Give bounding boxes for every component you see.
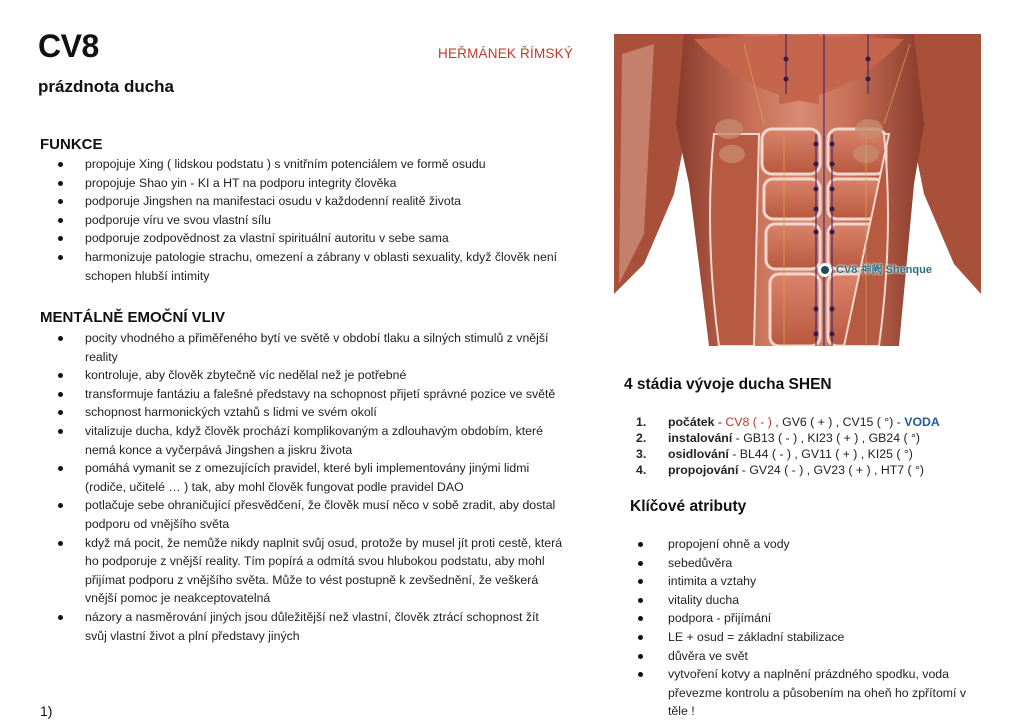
point-title: CV8 — [38, 28, 99, 64]
attributes-list — [668, 535, 998, 721]
list-item: podporuje Jingshen na manifestaci osudu v každodenní realitě života — [85, 192, 585, 211]
list-item: vytvoření kotvy a naplnění prázdného spodku, voda převezme kontrolu a působením na oheň ho zpřítomí v těle ! — [668, 665, 986, 721]
stages-heading: 4 stádia vývoje ducha SHEN — [624, 376, 832, 393]
element-tag: VODA — [904, 415, 940, 429]
list-item: podpora - přijímání — [668, 609, 998, 628]
list-item: propojení ohně a vody — [668, 535, 998, 554]
bullet-icon — [638, 598, 643, 603]
list-item: názory a nasměrování jiných jsou důležitější než vlastní, člověk ztrácí schopnost žít svůj vlastní život a plní představy jiných — [85, 608, 563, 645]
list-item: potlačuje sebe ohraničující přesvědčení, že člověk musí něco v sobě zradit, aby dostal podporu od vnějšího světa — [85, 496, 563, 533]
highlight-point: CV8 ( - ) — [725, 415, 772, 429]
mental-list — [85, 329, 563, 645]
page-number: 1) — [40, 703, 53, 719]
list-item: pocity vhodného a přiměřeného bytí ve světě v období tlaku a silných stimulů z vnější reality — [85, 329, 563, 366]
list-item: harmonizuje patologie strachu, omezení a zábrany v oblasti sexuality, když člověk není schopen hlubší intimity — [85, 248, 575, 285]
bullet-icon — [58, 255, 63, 260]
bullet-icon — [58, 373, 63, 378]
bullet-icon — [638, 654, 643, 659]
bullet-icon — [58, 410, 63, 415]
bullet-icon — [58, 615, 63, 620]
bullet-icon — [638, 635, 643, 640]
bullet-icon — [58, 162, 63, 167]
stage-item: 3. osidlování - BL44 ( - ) , GV11 ( + ) , KI25 ( °) — [636, 447, 913, 461]
list-item: schopnost harmonických vztahů s lidmi ve svém okolí — [85, 403, 563, 422]
list-item: pomáhá vymanit se z omezujících pravidel, které byli implementovány jinými lidmi (rodiče, učitelé … ) tak, aby mohl člověk fungovat podle pravidel DAO — [85, 459, 563, 496]
bullet-icon — [638, 616, 643, 621]
list-item: důvěra ve svět — [668, 647, 998, 666]
list-item: LE + osud = základní stabilizace — [668, 628, 998, 647]
list-item: propojuje Xing ( lidskou podstatu ) s vnitřním potenciálem ve formě osudu — [85, 155, 585, 174]
bullet-icon — [58, 218, 63, 223]
funkce-heading: FUNKCE — [40, 136, 103, 153]
list-item: propojuje Shao yin - KI a HT na podporu integrity člověka — [85, 174, 585, 193]
bullet-icon — [638, 542, 643, 547]
list-item: vitalizuje ducha, když člověk prochází komplikovaným a zdlouhavým obdobím, které nemá konce a vyčerpává Jingshen a jiskru života — [85, 422, 563, 459]
stages-list — [636, 414, 940, 478]
bullet-icon — [58, 429, 63, 434]
torso-illustration — [614, 34, 981, 346]
list-item: vitality ducha — [668, 591, 998, 610]
list-item: podporuje víru ve svou vlastní sílu — [85, 211, 585, 230]
bullet-icon — [58, 541, 63, 546]
bullet-icon — [58, 236, 63, 241]
mental-heading: MENTÁLNĚ EMOČNÍ VLIV — [40, 309, 226, 326]
stage-item: 2. instalování - GB13 ( - ) , KI23 ( + ) , GB24 ( °) — [636, 431, 920, 445]
bullet-icon — [58, 392, 63, 397]
list-item: sebedůvěra — [668, 554, 998, 573]
list-item: když má pocit, že nemůže nikdy naplnit svůj osud, protože by musel jít proti cestě, která ho podporuje z vnější reality. Tím popírá a odmítá svou hlubokou podstatu, aby mohl přijímat podporu z vnějšího světa. Může to vést postupně k zevšednění, že veškerá vnější pomoc je neakceptovatelná — [85, 534, 563, 608]
anatomy-image — [614, 34, 981, 346]
stage-item: 1. počátek - CV8 ( - ) , GV6 ( + ) , CV15 ( °) - VODA — [636, 415, 940, 429]
point-subtitle: prázdnota ducha — [38, 77, 175, 96]
list-item: kontroluje, aby člověk zbytečně víc nedělal než je potřebné — [85, 366, 563, 385]
point-label: CV8 神阙 Shenque — [836, 264, 932, 276]
funkce-list — [85, 155, 585, 285]
bullet-icon — [58, 181, 63, 186]
bullet-icon — [58, 503, 63, 508]
list-item: transformuje fantáziu a falešné představy na schopnost přijetí správné pozice ve světě — [85, 385, 563, 404]
bullet-icon — [638, 579, 643, 584]
herb-name: HEŘMÁNEK ŘÍMSKÝ — [438, 46, 574, 61]
stage-item: 4. propojování - GV24 ( - ) , GV23 ( + ) , HT7 ( °) — [636, 463, 925, 477]
list-item: intimita a vztahy — [668, 572, 998, 591]
bullet-icon — [638, 672, 643, 677]
bullet-icon — [58, 336, 63, 341]
bullet-icon — [58, 199, 63, 204]
bullet-icon — [58, 466, 63, 471]
bullet-icon — [638, 561, 643, 566]
list-item: podporuje zodpovědnost za vlastní spirituální autoritu v sebe sama — [85, 229, 585, 248]
attributes-heading: Klíčové atributy — [630, 498, 747, 515]
